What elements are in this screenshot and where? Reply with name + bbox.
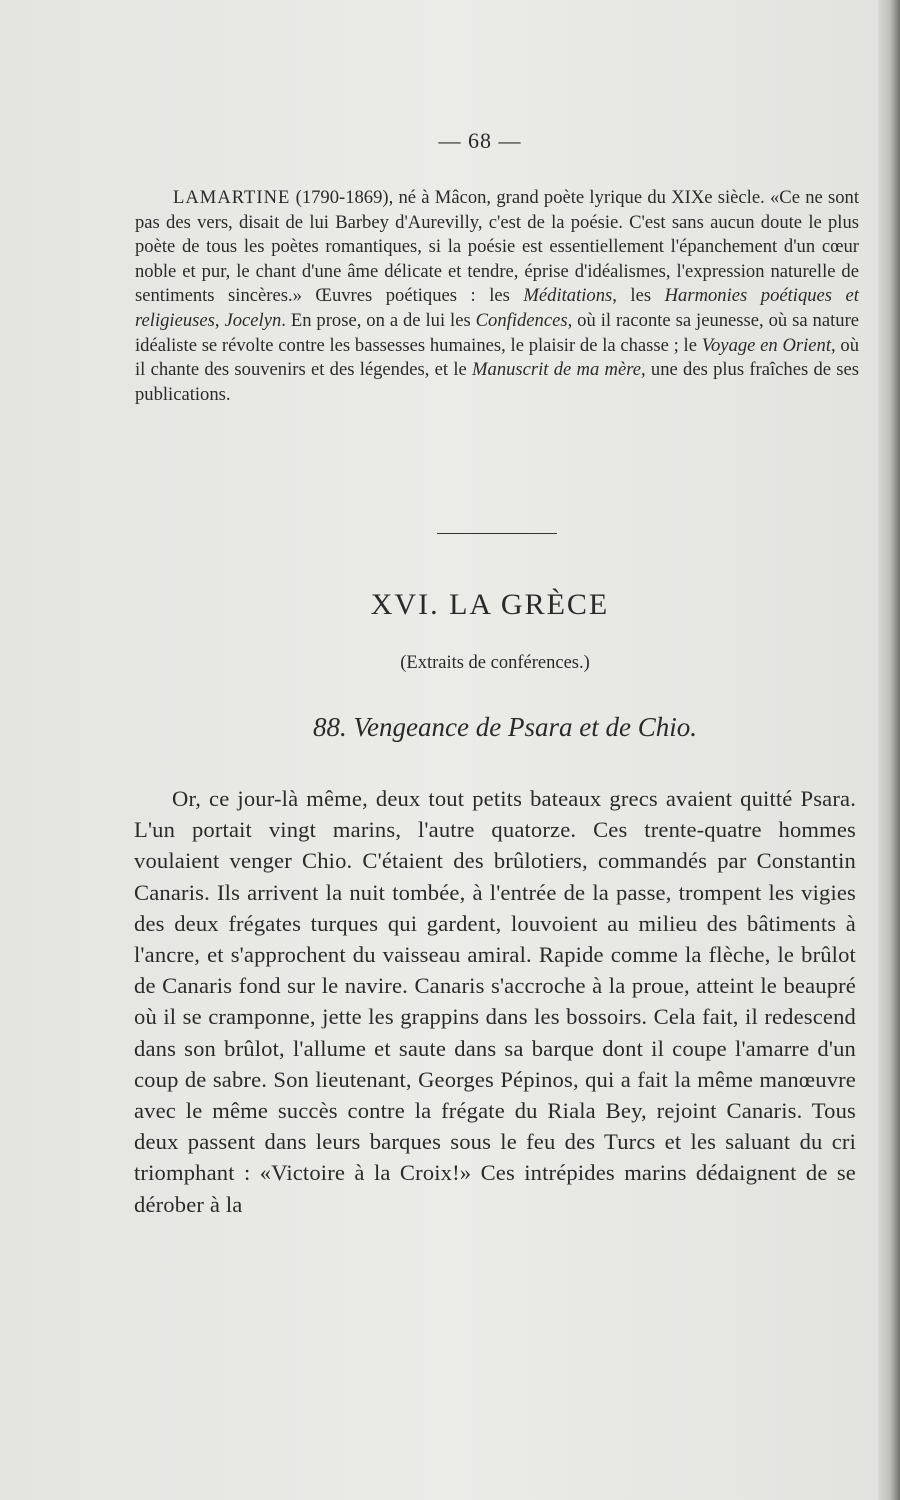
author-biography-note bbox=[135, 186, 859, 407]
bio-text: , où il raconte sa jeunesse, où sa nature idéaliste se révolte contre les bassesses humaines, le plaisir de la chasse ; le bbox=[135, 309, 860, 356]
bio-text: , bbox=[214, 309, 225, 331]
work-title: Méditations bbox=[523, 285, 613, 307]
bio-text: , les bbox=[612, 285, 665, 307]
bio-text: (1790-1869), né à Mâcon, grand poète lyrique du XIXe siècle. «Ce ne sont pas des vers, disait de lui Barbey d'Aurevilly, c'est de la poésie. C'est sans aucun doute le plus poète de tous les poètes romantiques, si la poésie est essentiellement l'épanchement d'un cœur noble et pur, le chant d'une âme délicate et tendre, éprise d'idéalismes, l'expression naturelle de sentiments sincères.» Œuvres poétiques : les bbox=[135, 187, 859, 307]
article-body bbox=[134, 783, 856, 1220]
body-paragraph: Or, ce jour-là même, deux tout petits bateaux grecs avaient quitté Psara. L'un portait vingt marins, l'autre quatorze. Ces trente-quatre hommes voulaient venger Chio. C'étaient des brûlotiers, commandés par Constantin Canaris. Ils arrivent la nuit tombée, à l'entrée de la passe, trompent les vigies des deux frégates turques qui gardent, louvoient au milieu des bâtiments à l'ancre, et s'approchent du vaisseau amiral. Rapide comme la flèche, le brûlot de Canaris fond sur le navire. Canaris s'accroche à la proue, atteint le beaupré où il se cramponne, jette les grappins dans les bossoirs. Cela fait, il redescend dans son brûlot, l'allume et saute dans sa barque dont il coupe l'amarre d'un coup de sabre. Son lieutenant, Georges Pépinos, qui a fait la même manœuvre avec le même succès contre la frégate du Riala Bey, rejoint Canaris. Tous deux passent dans leurs barques sous le feu des Turcs et les saluant du cri triomphant : «Victoire à la Croix!» Ces intrépides marins dédaignent de se dérober à la bbox=[134, 786, 856, 1217]
work-title: Confidences bbox=[475, 309, 568, 331]
article-title: 88. Vengeance de Psara et de Chio. bbox=[313, 712, 697, 742]
work-title: Manuscrit de ma mère bbox=[472, 359, 642, 381]
page-edge bbox=[878, 0, 900, 1500]
bio-text: . En prose, on a de lui les bbox=[281, 309, 476, 331]
bio-text: , une des plus fraîches de ses publications. bbox=[135, 359, 859, 405]
section-subtitle: (Extraits de conférences.) bbox=[400, 653, 590, 673]
biography-paragraph bbox=[135, 186, 859, 407]
separator-rule bbox=[437, 533, 557, 534]
section-heading: XVI. LA GRÈCE bbox=[370, 588, 610, 621]
author-name: LAMARTINE bbox=[173, 187, 291, 208]
work-title: Voyage en Orient bbox=[701, 334, 831, 356]
work-title: Harmonies poétiques et religieuses bbox=[135, 285, 859, 331]
work-title: Jocelyn bbox=[224, 309, 282, 331]
bio-text: , où il chante des souvenirs et des légendes, et le bbox=[135, 334, 859, 381]
page-number: — 68 — bbox=[438, 128, 522, 153]
